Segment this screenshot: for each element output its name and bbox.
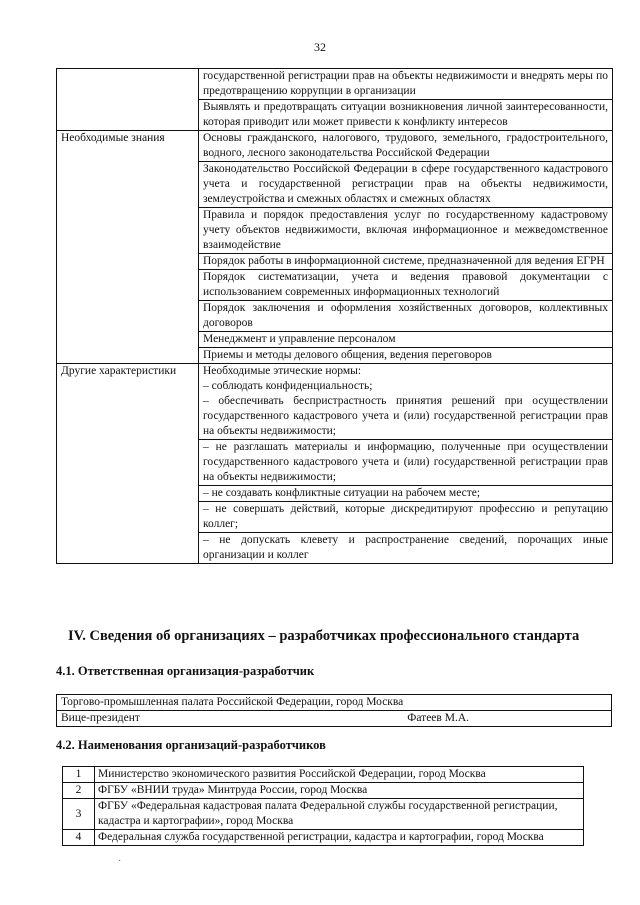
signatory-cell — [57, 711, 612, 727]
developer-orgs-table — [62, 766, 584, 846]
list-item: Приемы и методы делового общения, ведения переговоров — [199, 348, 613, 364]
list-item: – не создавать конфликтные ситуации на рабочем месте; — [199, 486, 613, 502]
table-row — [63, 783, 584, 799]
position-title: Вице-президент — [61, 712, 140, 724]
list-item: Основы гражданского, налогового, трудового, земельного, градостроительного, водного, лесного законодательства Российской Федерации — [199, 131, 613, 162]
row-number: 2 — [63, 783, 95, 799]
developer-orgs-heading: 4.2. Наименования организаций-разработчиков — [56, 738, 326, 752]
list-item: – не разглашать материалы и информацию, полученные при осуществлении государственного кадастрового учета и (или) государственной регистрации прав на объекты недвижимости; — [199, 440, 613, 486]
table-row — [63, 799, 584, 830]
ethics-line: – соблюдать конфиденциальность; — [203, 380, 373, 392]
list-item: Выявлять и предотвращать ситуации возникновения личной заинтересованности, которая приводит или может привести к конфликту интересов — [199, 100, 613, 131]
section-heading: IV. Сведения об организациях – разработчиках профессионального стандарта — [68, 628, 580, 644]
responsible-org-heading: 4.1. Ответственная организация-разработчик — [56, 664, 315, 678]
organization-name: Министерство экономического развития Российской Федерации, город Москва — [95, 767, 584, 783]
table-row — [63, 830, 584, 846]
knowledge-label: Необходимые знания — [57, 131, 199, 364]
table-row — [57, 711, 612, 727]
list-item: Менеджмент и управление персоналом — [199, 332, 613, 348]
page-number: 32 — [314, 40, 326, 54]
responsible-org-table — [56, 694, 612, 727]
list-item: Порядок систематизации, учета и ведения правовой документации с использованием современных информационных технологий — [199, 270, 613, 301]
organization-name: ФГБУ «ВНИИ труда» Минтруда России, город Москва — [95, 783, 584, 799]
scan-speck: · — [118, 856, 122, 867]
other-characteristics-label: Другие характеристики — [57, 364, 199, 564]
competency-table — [56, 68, 613, 564]
row-number: 3 — [63, 799, 95, 830]
table-row — [63, 767, 584, 783]
table-row — [57, 364, 613, 440]
row-number: 4 — [63, 830, 95, 846]
list-item: – не допускать клевету и распространение сведений, порочащих иные организации и коллег — [199, 533, 613, 564]
list-item: Правила и порядок предоставления услуг по государственному кадастровому учету объектов недвижимости, включая информационное и межведомственное взаимодействие — [199, 208, 613, 254]
row-number: 1 — [63, 767, 95, 783]
table-row — [57, 69, 613, 100]
list-item: государственной регистрации прав на объекты недвижимости и внедрять меры по предотвращению коррупции в организации — [199, 69, 613, 100]
ethics-intro — [199, 364, 613, 440]
list-item: Законодательство Российской Федерации в сфере государственного кадастрового учета и государственной регистрации прав на объекты недвижимости, землеустройства и смежных областях и смежных областях — [199, 162, 613, 208]
empty-label-cell — [57, 69, 199, 131]
table-row — [57, 695, 612, 711]
organization-name: Торгово-промышленная палата Российской Федерации, город Москва — [57, 695, 612, 711]
organization-name: Федеральная служба государственной регистрации, кадастра и картографии, город Москва — [95, 830, 584, 846]
table-row — [57, 131, 613, 162]
organization-name: ФГБУ «Федеральная кадастровая палата Федеральной службы государственной регистрации, кадастра и картографии», город Москва — [95, 799, 584, 830]
person-name: Фатеев М.А. — [407, 712, 469, 724]
list-item: Порядок работы в информационной системе, предназначенной для ведения ЕГРН — [199, 254, 613, 270]
ethics-line: – обеспечивать беспристрастность принятия решений при осуществлении государственного кадастрового учета и (или) государственной регистрации прав на объекты недвижимости; — [203, 395, 608, 437]
ethics-line: Необходимые этические нормы: — [203, 365, 362, 377]
list-item: Порядок заключения и оформления хозяйственных договоров, коллективных договоров — [199, 301, 613, 332]
list-item: – не совершать действий, которые дискредитируют профессию и репутацию коллег; — [199, 502, 613, 533]
